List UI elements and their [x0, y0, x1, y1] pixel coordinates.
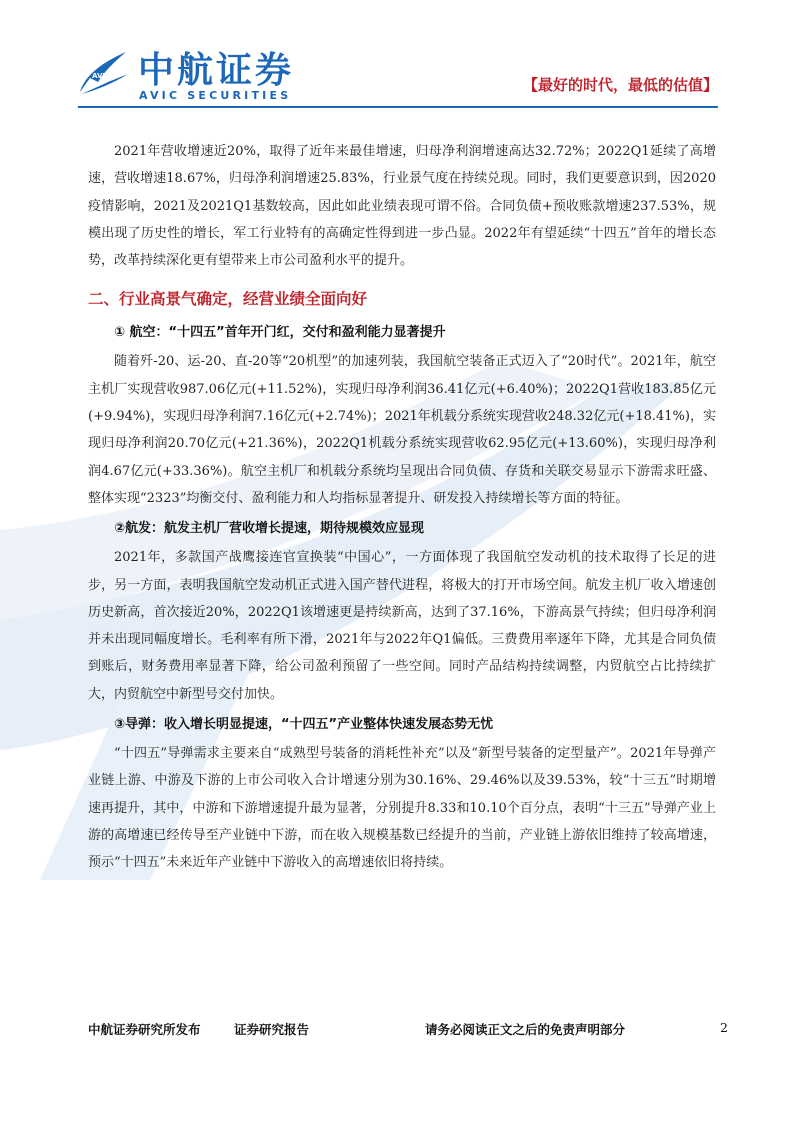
footer-report-type: 证券研究报告	[234, 1022, 310, 1037]
logo-icon-text: AVIC	[92, 72, 111, 80]
avic-logo-icon	[78, 48, 130, 96]
section-title: 二、行业高景气确定，经营业绩全面向好	[88, 290, 368, 309]
header-divider	[78, 106, 718, 108]
footer-publisher: 中航证券研究所发布	[88, 1022, 201, 1037]
page-number: 2	[720, 1020, 728, 1035]
subsection-aviation-text: 随着歼-20、运-20、直-20等“20机型”的加速列装，我国航空装备正式迈入了“20时代”。2021年，航空主机厂实现营收987.06亿元(+11.52%)，实现归母净利润36.41亿元(+6.40%)；2022Q1营收183.85亿元(+9.94%)，实现归母净利润7.16亿元(+2.74%)；2021年机载分系统实现营收248.32亿元(+18.41%)，实现归母净利润20.70亿元(+21.36%)，2022Q1机载分系统实现营收62.95亿元(+13.60%)，实现归母净利润4.67亿元(+33.36%)。航空主机厂和机载分系统均呈现出合同负债、存货和关联交易显示下游需求旺盛、整体实现“2323”均衡交付、盈利能力和人均指标显著提升、研发投入持续增长等方面的特征。	[88, 354, 716, 506]
logo-chinese-name: 中航证券	[138, 50, 295, 91]
footer-disclaimer: 请务必阅读正文之后的免责声明部分	[425, 1022, 626, 1037]
report-body	[88, 138, 716, 877]
subsection-missile-text: “十四五”导弹需求主要来自“成熟型号装备的消耗性补充”以及“新型号装备的定型量产”。2021年导弹产业链上游、中游及下游的上市公司收入合计增速分别为30.16%、29.46%以及39.53%，较“十三五”时期增速再提升，其中，中游和下游增速提升最为显著，分别提升8.33和10.10个百分点，表明“十三五”导弹产业上游的高增速已经传导至产业链中下游，而在收入规模基数已经提升的当前，产业链上游依旧维持了较高增速，预示“十四五”未来近年产业链中下游收入的高增速依旧将持续。	[88, 746, 716, 871]
intro-paragraph: 2021年营收增速近20%，取得了近年来最佳增速，归母净利润增速高达32.72%；2022Q1延续了高增速，营收增速18.67%，归母净利润增速25.83%，行业景气度在持续兑现。同时，我们更要意识到，因2020疫情影响，2021及2021Q1基数较高，因此如此业绩表现可谓不俗。合同负债+预收账款增速237.53%，规模出现了历史性的增长，军工行业特有的高确定性得到进一步凸显。2022年有望延续“十四五”首年的增长态势，改革持续深化更有望带来上市公司盈利水平的提升。	[88, 144, 716, 269]
subsection-aviation-title: ① 航空：“十四五”首年开门红，交付和盈利能力显著提升	[114, 325, 446, 341]
subsection-engine-title: ②航发：航发主机厂营收增长提速，期待规模效应显现	[114, 521, 425, 537]
logo-english-name: AVIC SECURITIES	[139, 89, 292, 102]
report-header	[78, 42, 718, 112]
report-footer	[88, 1020, 728, 1044]
subsection-engine-text: 2021年，多款国产战鹰接连官宣换装“中国心”，一方面体现了我国航空发动机的技术取得了长足的进步，另一方面，表明我国航空发动机正式进入国产替代进程，将极大的打开市场空间。航发主机厂收入增速创历史新高，首次接近20%，2022Q1该增速更是持续新高，达到了37.16%，下游高景气持续；但归母净利润并未出现同幅度增长。毛利率有所下滑，2021年与2022年Q1偏低。三费费用率逐年下降，尤其是合同负债到账后，财务费用率显著下降，给公司盈利预留了一些空间。同时产品结构持续调整，内贸航空占比持续扩大，内贸航空中新型号交付加快。	[88, 550, 716, 702]
subsection-missile-title: ③导弹：收入增长明显提速，“十四五”产业整体快速发展态势无忧	[114, 717, 494, 733]
header-slogan: 【最好的时代，最低的估值】	[522, 76, 718, 94]
